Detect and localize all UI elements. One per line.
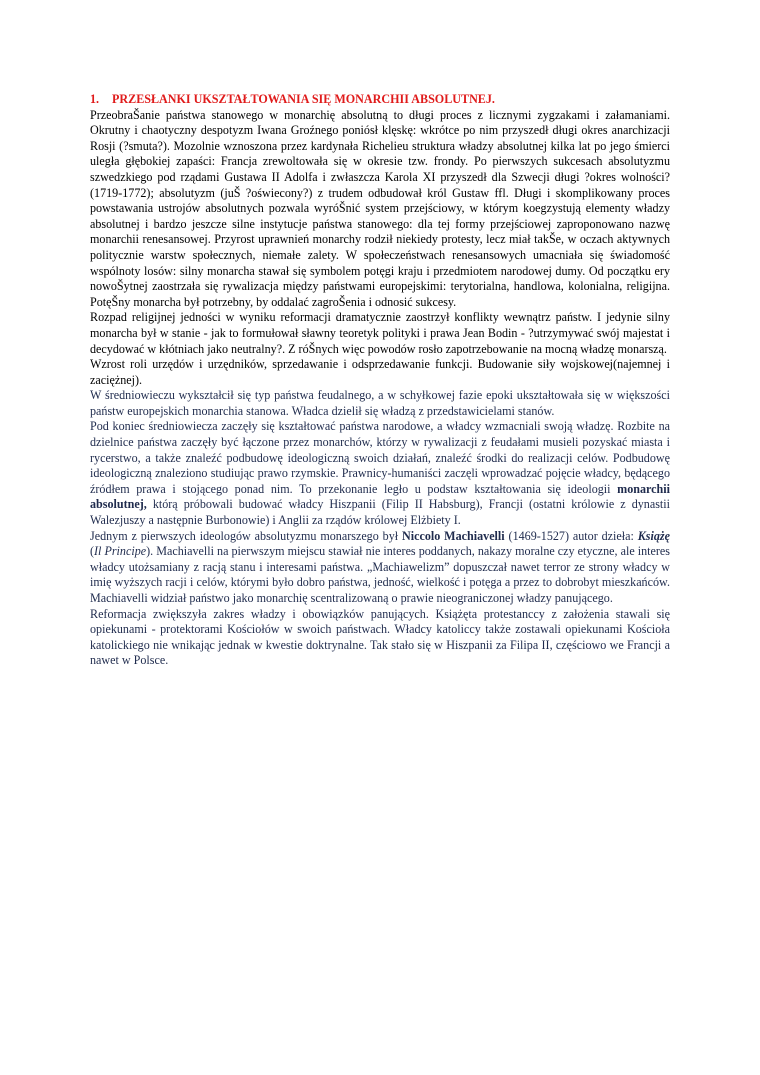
- paragraph-2: Rozpad religijnej jedności w wyniku reformacji dramatycznie zaostrzył konflikty wewnątrz państw. I jedynie silny monarcha był w stanie - jak to formułował sławny teoretyk polityki i prawa Jean Bodin - ?utrzymywać swój majestat i decydować w kłótniach jako neutralny?. Z róŠnych więc powodów rosło zapotrzebowanie na mocną władzę monarszą.: [90, 310, 670, 356]
- paragraph-4: W średniowieczu wykształcił się typ państwa feudalnego, a w schyłkowej fazie epoki ukształtowała się w większości państw europejskich monarchia stanowa. Władca dzielił się władzą z przedstawicielami stanów.: [90, 388, 670, 418]
- heading-title: PRZESŁANKI UKSZTAŁTOWANIA SIĘ MONARCHII ABSOLUTNEJ.: [112, 92, 495, 106]
- paragraph-7: Reformacja zwiększyła zakres władzy i obowiązków panujących. Książęta protestanccy z założenia stawali się opiekunami - protektorami Kościołów w swoich państwach. Władcy katoliccy także zostawali opiekunami Kościoła katolickiego nie wnikając jednak w kwestie doktrynalne. Tak stało się w Hiszpanii za Filipa II, częściowo we Francji a nawet w Polsce.: [90, 606, 670, 668]
- heading-number: 1.: [90, 92, 100, 106]
- section-heading: [90, 92, 670, 108]
- paragraph-5-end: którą próbowali budować władcy Hiszpanii (Filip II Habsburg), Francji (ostatni królowie z dynastii Walezjuszy a następnie Burbonowie) i Anglii za rządów królowej Elżbiety I.: [90, 497, 670, 528]
- paragraph-6-paren: (: [90, 544, 95, 559]
- paragraph-6-work-original-title: Il Principe: [94, 544, 147, 559]
- paragraph-6-start: Jednym z pierwszych ideologów absolutyzmu monarszego był: [90, 528, 403, 543]
- paragraph-6: [90, 529, 670, 607]
- paragraph-6-author: Niccolo Machiavelli: [402, 528, 505, 543]
- paragraph-6-work-title: Książę: [637, 528, 670, 543]
- document-page: [90, 92, 670, 669]
- paragraph-6-end: ). Machiavelli na pierwszym miejscu stawiał nie interes poddanych, nakazy moralne czy etyczne, ale interes władcy utożsamiany z racją stanu i interesami państwa. „Machiawelizm” dopuszczał nawet terror ze strony władcy w imię wyższych racji i celów, którymi było dobro państwa, jedność, wielkość i potęga a przez to dobrobyt mieszkańców. Machiavelli widział państwo jako monarchię scentralizowaną o prawie nieograniczonej władzy panującego.: [90, 544, 671, 605]
- paragraph-3: Wzrost roli urzędów i urzędników, sprzedawanie i odsprzedawanie funkcji. Budowanie siły wojskowej(najemnej i zaciężnej).: [90, 357, 670, 387]
- paragraph-5-bold: monarchii absolutnej,: [90, 481, 670, 512]
- paragraph-5: [90, 419, 670, 528]
- paragraph-6-mid: (1469-1527) autor dzieła:: [504, 528, 638, 543]
- paragraph-5-text: Pod koniec średniowiecza zaczęły się kształtować państwa narodowe, a władcy wzmacniali swoją władzę. Rozbite na dzielnice państwa zaczęły być łączone przez monarchów, którzy w rywalizacji z feudałami musieli pozyskać miasta i rycerstwo, a także znaleźć podbudowę ideologiczną swoich działań, znaleźć środki do realizacji celów. Podbudowę ideologiczną znaleziono studiując prawo rzymskie. Prawnicy-humaniści zaczęli wprowadzać pojęcie władcy, będącego źródłem prawa i stojącego ponad nim. To przekonanie legło u podstaw kształtowania się ideologii: [90, 419, 670, 496]
- paragraph-1: PrzeobraŠanie państwa stanowego w monarchię absolutną to długi proces z licznymi zygzakami i załamaniami. Okrutny i chaotyczny despotyzm Iwana Groźnego poniósł klęskę: wkrótce po nim przyszedł długi okres anarchizacji Rosji (?smuta?). Mozolnie wznoszona przez kardynała Richelieu struktura władzy absolutnej kilka lat po jego śmierci uległa głębokiej zapaści: Francja zrewoltowała się w okresie tzw. frondy. Po pierwszych sukcesach absolutyzmu szwedzkiego pod rządami Gustawa II Adolfa i zwłaszcza Karola XI przyszedł dla Szwecji długi ?okres wolności? (1719-1772); absolutyzm (juŠ ?oświecony?) z trudem odbudował król Gustaw ffl. Długi i skomplikowany proces powstawania ustrojów absolutnych pozwala wyróŠnić system przejściowy, w którym koegzystują elementy władzy absolutnej i bardzo jeszcze silne instytucje państwa stanowego: dla tej formy przejściowej zaproponowano nazwę monarchii renesansowej. Przyrost uprawnień monarchy rodził niekiedy protesty, lecz miał takŠe, w oczach aktywnych politycznie warstw społecznych, niemałe zalety. W społeczeństwach renesansowych umacniała się świadomość wspólnoty losów: silny monarcha stawał się symbolem potęgi kraju i przedmiotem narodowej dumy. Od początku ery nowoŠytnej zaostrzała się rywalizacja między państwami europejskimi: terytorialna, handlowa, kolonialna, religijna. PotęŠny monarcha był potrzebny, by oddalać zagroŠenia i odnosić sukcesy.: [90, 107, 670, 309]
